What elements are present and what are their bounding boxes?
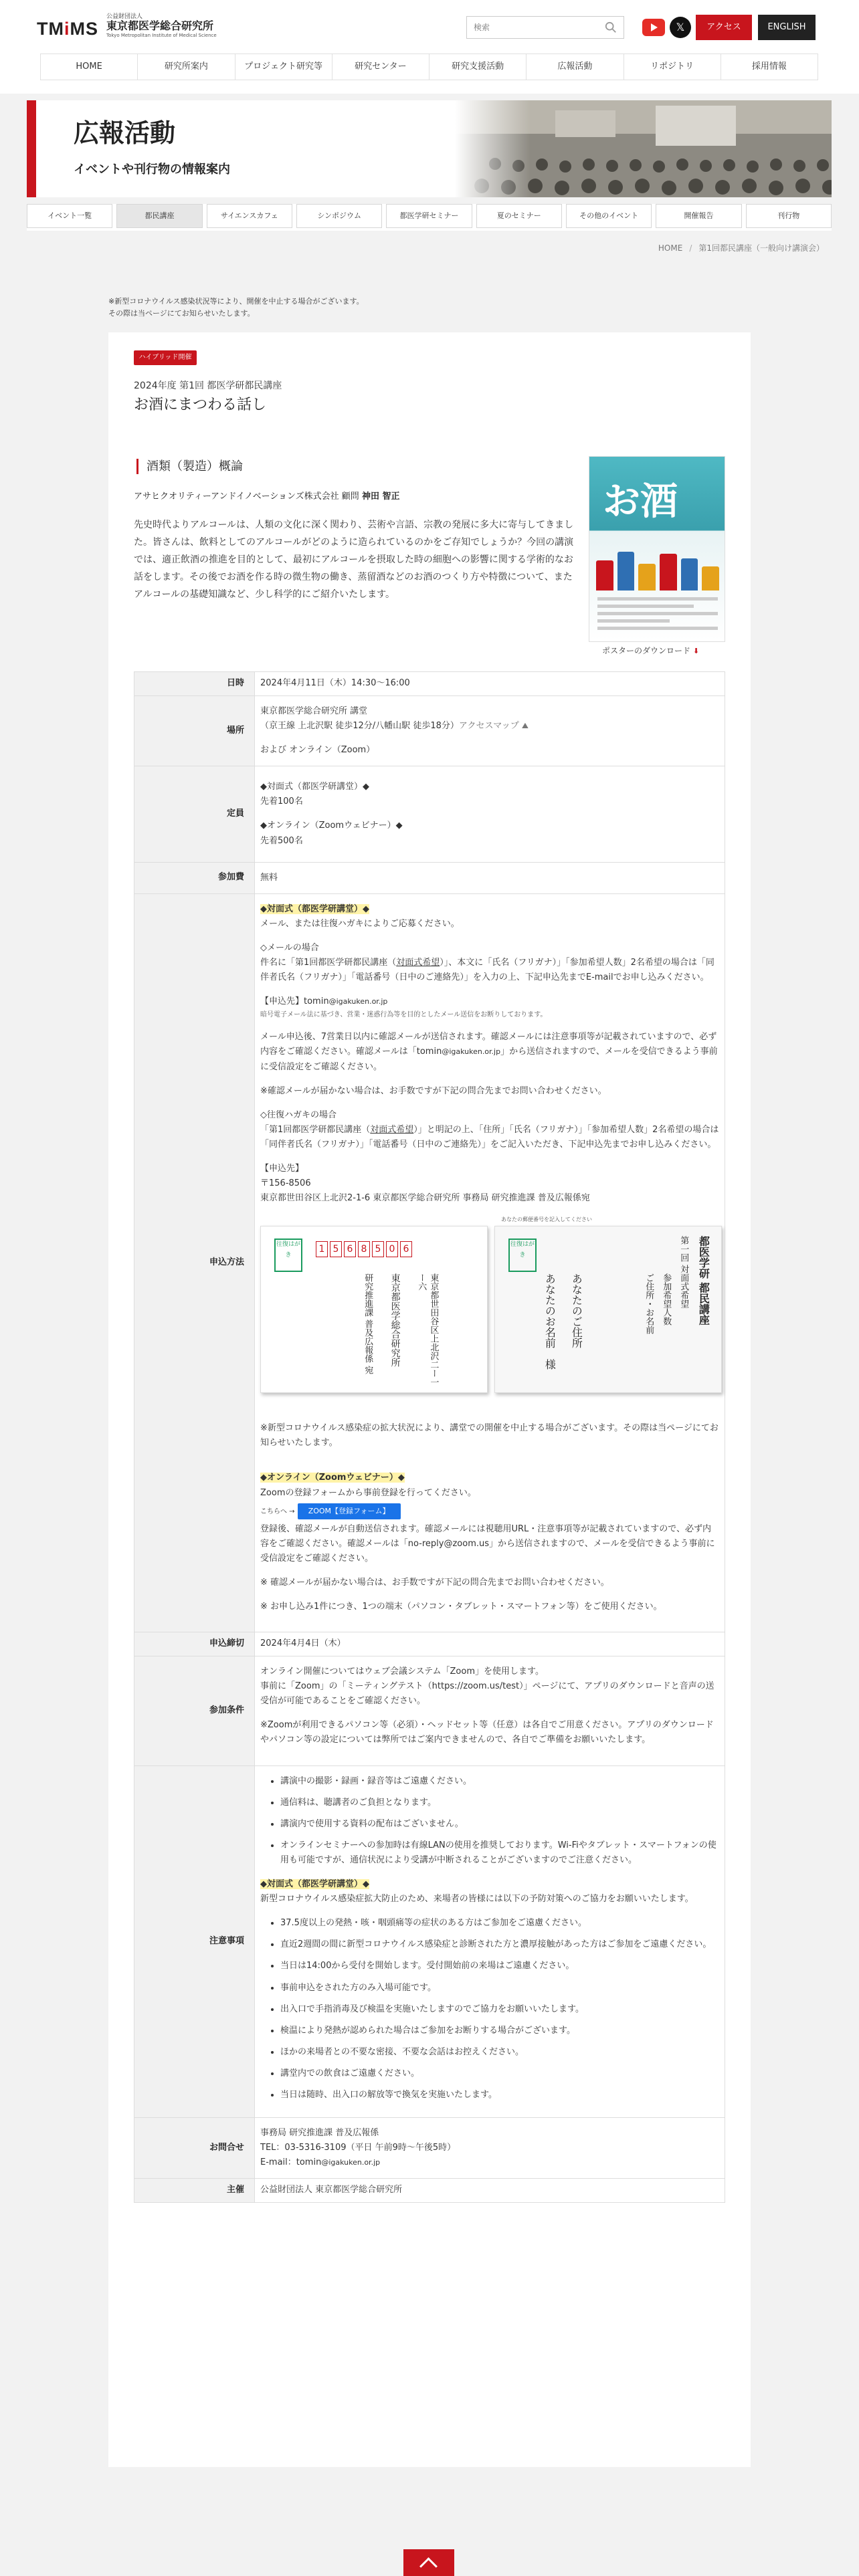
- event-details-table: [134, 671, 725, 2203]
- tab-symposium[interactable]: シンポジウム: [296, 204, 382, 228]
- search-icon[interactable]: [605, 21, 617, 33]
- banner-accent-bar: [27, 100, 36, 197]
- banner-photo: [455, 100, 832, 197]
- capacity-label: 定員: [134, 766, 255, 862]
- deadline-value: 2024年4月4日（木）: [255, 1632, 725, 1656]
- notes-label: 注意事項: [134, 1765, 255, 2118]
- zoom-register-button[interactable]: ZOOM【登録フォーム】: [298, 1503, 401, 1519]
- breadcrumb-home[interactable]: HOME: [658, 243, 683, 253]
- poster-title: お酒: [603, 480, 678, 524]
- list-item: • オンラインセミナーへの参加時は有線LANの使用を推奨しております。Wi-Fiやタブレット・スマートフォンの使用も可能ですが、通信状況により受講が中断されることがございますのでご注意ください。: [280, 1838, 719, 1868]
- search-input[interactable]: [467, 17, 594, 38]
- list-item: • 検温により発熱が認められた場合はご参加をお断りする場合がございます。: [280, 2024, 719, 2038]
- nav-item-repository[interactable]: リポジトリ: [624, 54, 721, 80]
- return-postcard-sample: あなたの郵便番号を記入してください 往復はがき 1 5 6 8 5 0 6 東京都世田谷区上北沢二ー一ー六 東京都医学総合研究所 研究推進課 普及広報係 宛 往復はがき あなたのご住所 あなたのお名前 様 都医学研 都民講座 第一回 対面式希望 参加希望人数 ご住所・お名前: [260, 1215, 719, 1409]
- nav-item-about[interactable]: 研究所案内: [138, 54, 235, 80]
- logo-jp-text: 東京都医学総合研究所: [106, 19, 214, 33]
- host-label: 主催: [134, 2179, 255, 2203]
- nav-item-projects[interactable]: プロジェクト研究等: [235, 54, 332, 80]
- event-title: お酒にまつわる話し: [134, 397, 267, 413]
- covid-measures-list: [280, 1916, 719, 2103]
- site-header: [0, 0, 859, 94]
- postcard-send-side: 往復はがき あなたのご住所 あなたのお名前 様 都医学研 都民講座 第一回 対面式希望 参加希望人数 ご住所・お名前: [494, 1226, 722, 1393]
- breadcrumb-separator: /: [689, 243, 692, 253]
- conditions-label: 参加条件: [134, 1656, 255, 1765]
- english-button[interactable]: ENGLISH: [758, 15, 816, 40]
- list-item: • 当日は随時、出入口の解放等で換気を実施いたします。: [280, 2088, 719, 2103]
- page-subtitle: イベントや刊行物の情報案内: [74, 163, 230, 177]
- tab-publications[interactable]: 刊行物: [746, 204, 832, 228]
- notes-list: [280, 1774, 719, 1868]
- logo-small-text: 公益財団法人: [106, 13, 143, 20]
- lecture-abstract: 先史時代よりアルコールは、人類の文化に深く関わり、芸術や言語、宗教の発展に多大に寄与してきました。皆さんは、飲料としてのアルコールがどのように造られているのかをご存知でしょうか？今回の講演では、適正飲酒の推進を目的として、最初にアルコールを摂取した時の細胞への影響に関する学術的なお話をします。その後でお酒を作る時の微生物の働き、蒸留酒などのお酒のつくり方や特徴について、またアルコールの基礎知識など、少し科学的にご紹介いたします。: [134, 520, 574, 600]
- list-item: • 直近2週間の間に新型コロナウイルス感染症と診断された方と濃厚接触があった方はご参加をご遠慮ください。: [280, 1937, 719, 1952]
- breadcrumb-current: 第1回都民講座（一般向け講演会）: [698, 243, 824, 253]
- tab-seminar[interactable]: 都医学研セミナー: [386, 204, 472, 228]
- list-item: • 当日は14:00から受付を開始します。受付開始前の来場はご遠慮ください。: [280, 1959, 719, 1973]
- speaker-name: 神田 智正: [361, 492, 400, 502]
- page-title: 広報活動: [74, 118, 176, 148]
- site-logo[interactable]: [37, 13, 217, 38]
- breadcrumb: [658, 242, 824, 255]
- place-label: 場所: [134, 696, 255, 766]
- apply-label: 申込方法: [134, 893, 255, 1632]
- hybrid-badge: ハイブリッド開催: [134, 350, 197, 365]
- table-row: 定員 ◆対面式（都医学研講堂）◆ 先着100名 ◆オンライン（Zoomウェビナー）◆ 先着500名: [134, 766, 725, 862]
- table-row: [134, 1632, 725, 1656]
- date-value: 2024年4月11日（木）14:30～16:00: [255, 672, 725, 696]
- deadline-label: 申込締切: [134, 1632, 255, 1656]
- speaker: アサヒクオリティーアンドイノベーションズ株式会社 顧問 神田 智正: [134, 492, 400, 502]
- x-icon[interactable]: 𝕏: [670, 17, 691, 38]
- nav-item-centers[interactable]: 研究センター: [332, 54, 430, 80]
- map-icon: ⛰: [521, 721, 529, 731]
- nav-item-pr[interactable]: 広報活動: [527, 54, 624, 80]
- tab-summer-seminar[interactable]: 夏のセミナー: [476, 204, 562, 228]
- fee-label: 参加費: [134, 862, 255, 893]
- poster-download-link[interactable]: ポスターのダウンロード ⬇: [602, 646, 700, 655]
- contact-label: お問合せ: [134, 2118, 255, 2179]
- fee-value: 無料: [255, 862, 725, 893]
- access-button[interactable]: アクセス: [696, 15, 752, 40]
- postcard-reply-side: 往復はがき 1 5 6 8 5 0 6 東京都世田谷区上北沢二ー一ー六 東京都医学総合研究所 研究推進課 普及広報係 宛: [260, 1226, 488, 1393]
- tab-public-lecture[interactable]: 都民講座: [116, 204, 202, 228]
- logo-mark: TMiMS: [37, 18, 98, 39]
- nav-item-home[interactable]: HOME: [41, 54, 138, 80]
- nav-item-support[interactable]: 研究支援活動: [430, 54, 527, 80]
- back-to-top-button[interactable]: [403, 2549, 454, 2576]
- event-category-tabs: [27, 204, 832, 231]
- list-item: • 講演中の撮影・録画・録音等はご遠慮ください。: [280, 1774, 719, 1789]
- nav-item-recruit[interactable]: 採用情報: [751, 62, 787, 72]
- page-banner: [27, 100, 832, 197]
- lecture-heading: 酒類（製造）概論: [136, 459, 243, 474]
- list-item: • 事前申込をされた方のみ入場可能です。: [280, 1981, 719, 1996]
- list-item: • 講堂内での飲食はご遠慮ください。: [280, 2066, 719, 2081]
- table-row: [134, 862, 725, 893]
- access-map-link[interactable]: アクセスマップ: [458, 721, 519, 732]
- tab-reports[interactable]: 開催報告: [656, 204, 741, 228]
- event-subtitle: 2024年度 第1回 都医学研都民講座: [134, 381, 282, 391]
- search-box: [466, 16, 624, 39]
- pdf-icon: ⬇: [692, 647, 700, 655]
- host-value: 公益財団法人 東京都医学総合研究所: [255, 2179, 725, 2203]
- list-item: • 37.5度以上の発熱・咳・咽頭痛等の症状のある方はご参加をご遠慮ください。: [280, 1916, 719, 1931]
- list-item: • 通信料は、聴講者のご負担となります。: [280, 1796, 719, 1810]
- date-label: 日時: [134, 672, 255, 696]
- table-row: [134, 672, 725, 696]
- list-item: • 出入口で手指消毒及び検温を実施いたしますのでご協力をお願いいたします。: [280, 2002, 719, 2017]
- table-row: 場所 東京都医学総合研究所 講堂 （京王線 上北沢駅 徒歩12分/八幡山駅 徒歩18分）アクセスマップ ⛰ および オンライン（Zoom）: [134, 696, 725, 766]
- list-item: • ほかの来場者との不要な密接、不要な会話はお控えください。: [280, 2045, 719, 2060]
- global-nav: [40, 53, 818, 80]
- tab-other-events[interactable]: その他のイベント: [566, 204, 652, 228]
- table-row: [134, 2179, 725, 2203]
- table-row: 参加条件 オンライン開催についてはウェブ会議システム「Zoom」を使用します。 事前に「Zoom」の「ミーティングテスト（https://zoom.us/test）」ページにて、アプリのダウンロードと音声の送受信が可能であることをご確認ください。 ※Zoomが利用できるパソコン等（必須）・ヘッドセット等（任意）は各自でご用意ください。アプリのダウンロードやパソコン等の設定については弊所ではご案内できませんので、各自でご準備をお願いいたします。: [134, 1656, 725, 1765]
- table-row: お問合せ 事務局 研究推進課 普及広報係 TEL：03-5316-3109（平日 午前9時～午後5時） E-mail：tomin@igakuken.or.jp: [134, 2118, 725, 2179]
- logo-en-text: Tokyo Metropolitan Institute of Medical Science: [106, 32, 217, 38]
- tab-event-list[interactable]: イベント一覧: [27, 204, 112, 228]
- list-item: • 講演内で使用する資料の配布はございません。: [280, 1817, 719, 1832]
- covid-notice: ※新型コロナウイルス感染状況等により、開催を中止する場合がございます。 その際は当ページにてお知らせいたします。: [108, 297, 364, 318]
- tab-science-cafe[interactable]: サイエンスカフェ: [207, 204, 292, 228]
- event-poster[interactable]: [589, 456, 725, 642]
- youtube-icon[interactable]: [642, 19, 665, 36]
- table-row: 申込方法 ◆対面式（都医学研講堂）◆ メール、または往復ハガキによりご応募ください。 ◇メールの場合 件名に「第1回都医学研都民講座（対面式希望）」、本文に「氏名（フリガナ）」「参加希望人数」2名希望の場合は「同伴者氏名（フリガナ）」「電話番号（日中のご連絡先）」を入力の上、下記申込先までE-mailでお申し込みください。 【申込先】tomin@igakuken.or.jp 暗号電子メール法に基づき、営業・迷惑行為等を目的としたメール送信をお断りしております。 メール申込後、7営業日以内に確認メールが送信されます。確認メールには注意事項等が記載されていますので、必ず内容をご確認ください。確認メールは「tomin@igakuken.or.jp」から送信されますので、メールを受信できるよう事前に受信設定をご確認ください。 ※確認メールが届かない場合は、お手数ですが下記の問合先までお問い合わせください。 ◇往復ハガキの場合 「第1回都医学研都民講座（対面式希望）」と明記の上、「住所」「氏名（フリガナ）」「参加希望人数」2名希望の場合は「同伴者氏名（フリガナ）」「電話番号（日中のご連絡先）」をご記入いただき、下記申込先までお申し込みください。 【申込先】 〒156-8506 東京都世田谷区上北沢2-1-6 東京都医学総合研究所 事務局 研究推進課 普及広報係宛 あなたの郵便番号を記入してください 往復はがき 1 5 6 8 5 0 6 東京都世田谷区上北沢二ー一ー六 東京都医学総合研究所 研究推進課 普及広報係 宛 往復はがき あなたのご住所 あなたのお名前 様 都医学研 都民講座 第一回 対面式希望 参加希望人数 ご住所・お名前 ※新型コロナウイルス感染症の拡大状況により、講堂での開催を中止する場合がございます。その際は当ページにてお知らせいたします。 ◆オンライン（Zoomウェビナー）◆ Zoomの登録フォームから事前登録を行ってください。 こちらへ → ZOOM【登録フォーム】 登録後、確認メールが自動送信されます。確認メールには視聴用URL・注意事項等が記載されていますので、必ず内容をご確認ください。確認メールは「no-reply@zoom.us」から送信されますので、メールを受信できるよう事前に受信設定をご確認ください。 ※ 確認メールが届かない場合は、お手数ですが下記の問合先までお問い合わせください。 ※ お申し込み1件につき、1つの端末（パソコン・タブレット・スマートフォン等）をご使用ください。: [134, 893, 725, 1632]
- table-row: 注意事項 • 講演中の撮影・録画・録音等はご遠慮ください。 • 通信料は、聴講者のご負担となります。 • 講演内で使用する資料の配布はございません。 • オンラインセミナーへの参加時は有線LANの使用を推奨しております。Wi-Fiやタブレット・スマートフォンの使用も可能ですが、通信状況により受講が中断されることがございますのでご注意ください。 ◆対面式（都医学研講堂）◆ 新型コロナウイルス感染症拡大防止のため、来場者の皆様には以下の予防対策へのご協力をお願いいたします。 • 37.5度以上の発熱・咳・咽頭痛等の症状のある方はご参加をご遠慮ください。 • 直近2週間の間に新型コロナウイルス感染症と診断された方と濃厚接触があった方はご参加をご遠慮ください。 • 当日は14:00から受付を開始します。受付開始前の来場はご遠慮ください。 • 事前申込をされた方のみ入場可能です。 • 出入口で手指消毒及び検温を実施いたしますのでご協力をお願いいたします。 • 検温により発熱が認められた場合はご参加をお断りする場合がございます。 • ほかの来場者との不要な密接、不要な会話はお控えください。 • 講堂内での飲食はご遠慮ください。 • 当日は随時、出入口の解放等で換気を実施いたします。: [134, 1765, 725, 2118]
